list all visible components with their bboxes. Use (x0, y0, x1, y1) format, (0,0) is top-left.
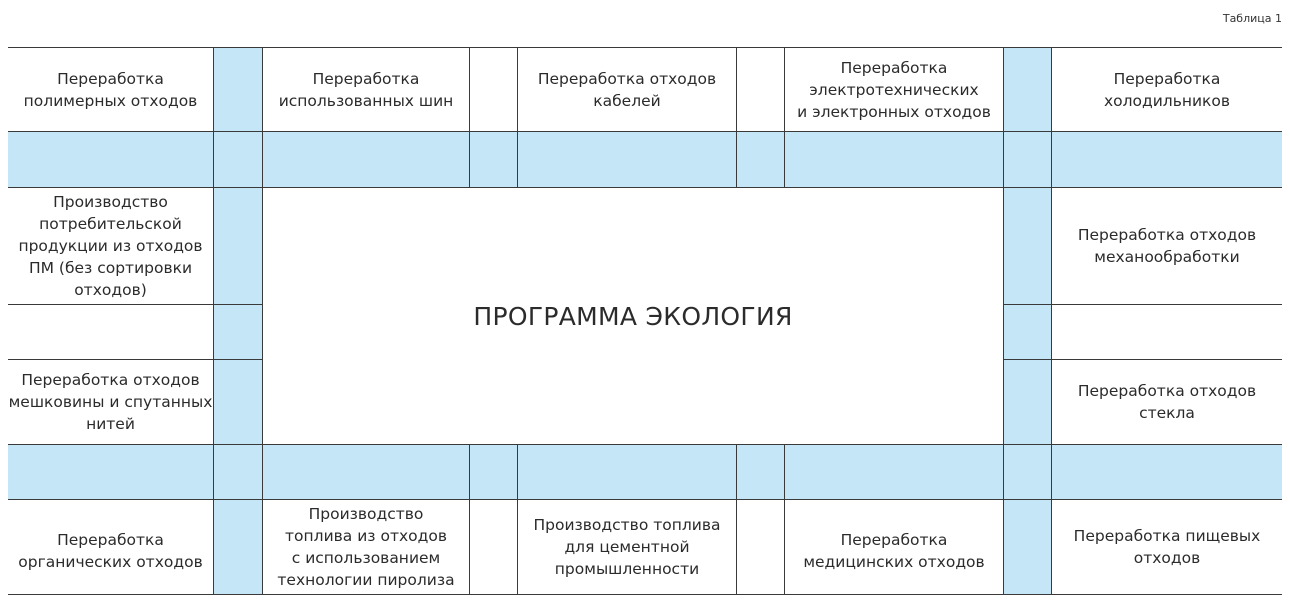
blue-band-gap-2-bottom (469, 444, 517, 499)
cell-machining-waste: Переработка отходов механообработки (1077, 226, 1257, 266)
cell-refrigerators: Переработка холодильников (1103, 69, 1231, 110)
rule-v-461-top (469, 47, 470, 187)
blue-band-gap-3 (736, 131, 784, 187)
blue-band-left-column (213, 47, 262, 595)
rule-right-mid-1 (1003, 304, 1282, 305)
blue-band-gap-3-bottom (736, 444, 784, 499)
cell-electronic-waste: Переработка электротехнических и электронных отходов (797, 58, 991, 121)
rule-left-mid-1 (8, 304, 262, 305)
blue-band-top-row (8, 131, 1282, 187)
cell-pyrolysis-fuel: Производство топлива из отходов с использованием технологии пиролиза (277, 505, 455, 589)
rule-v-205 (213, 47, 214, 595)
cell-medical-waste: Переработка медицинских отходов (803, 531, 985, 571)
rule-above-bottom-band (8, 444, 1282, 445)
cell-used-tires: Переработка использованных шин (278, 69, 454, 110)
rule-v-461-bottom (469, 444, 470, 595)
program-title: ПРОГРАММА ЭКОЛОГИЯ (263, 188, 1003, 444)
blue-band-gap-2 (469, 131, 517, 187)
table-label: Таблица 1 (1222, 12, 1282, 25)
rule-v-728-top (736, 47, 737, 187)
cell-consumer-products: Производство потребительской продукции из отходов ПМ (без сортировки отходов) (18, 193, 203, 299)
cell-polymer-waste: Переработка полимерных отходов (23, 69, 198, 110)
cell-burlap-waste: Переработка отходов мешковины и спутанных нитей (8, 371, 213, 433)
ecology-program-table (8, 47, 1282, 595)
rule-v-995 (1003, 47, 1004, 595)
rule-v-728-bottom (736, 444, 737, 595)
blue-band-right-column (1003, 47, 1051, 595)
cell-cable-waste: Переработка отходов кабелей (537, 69, 717, 110)
cell-cement-fuel: Производство топлива для цементной промышленности (533, 516, 721, 578)
blue-band-bottom-row (8, 444, 1282, 499)
rule-below-top-row (8, 131, 1282, 132)
cell-glass-waste: Переработка отходов стекла (1077, 382, 1257, 422)
cell-food-waste: Переработка пищевых отходов (1073, 527, 1261, 567)
cell-organic-waste: Переработка органических отходов (18, 531, 203, 571)
